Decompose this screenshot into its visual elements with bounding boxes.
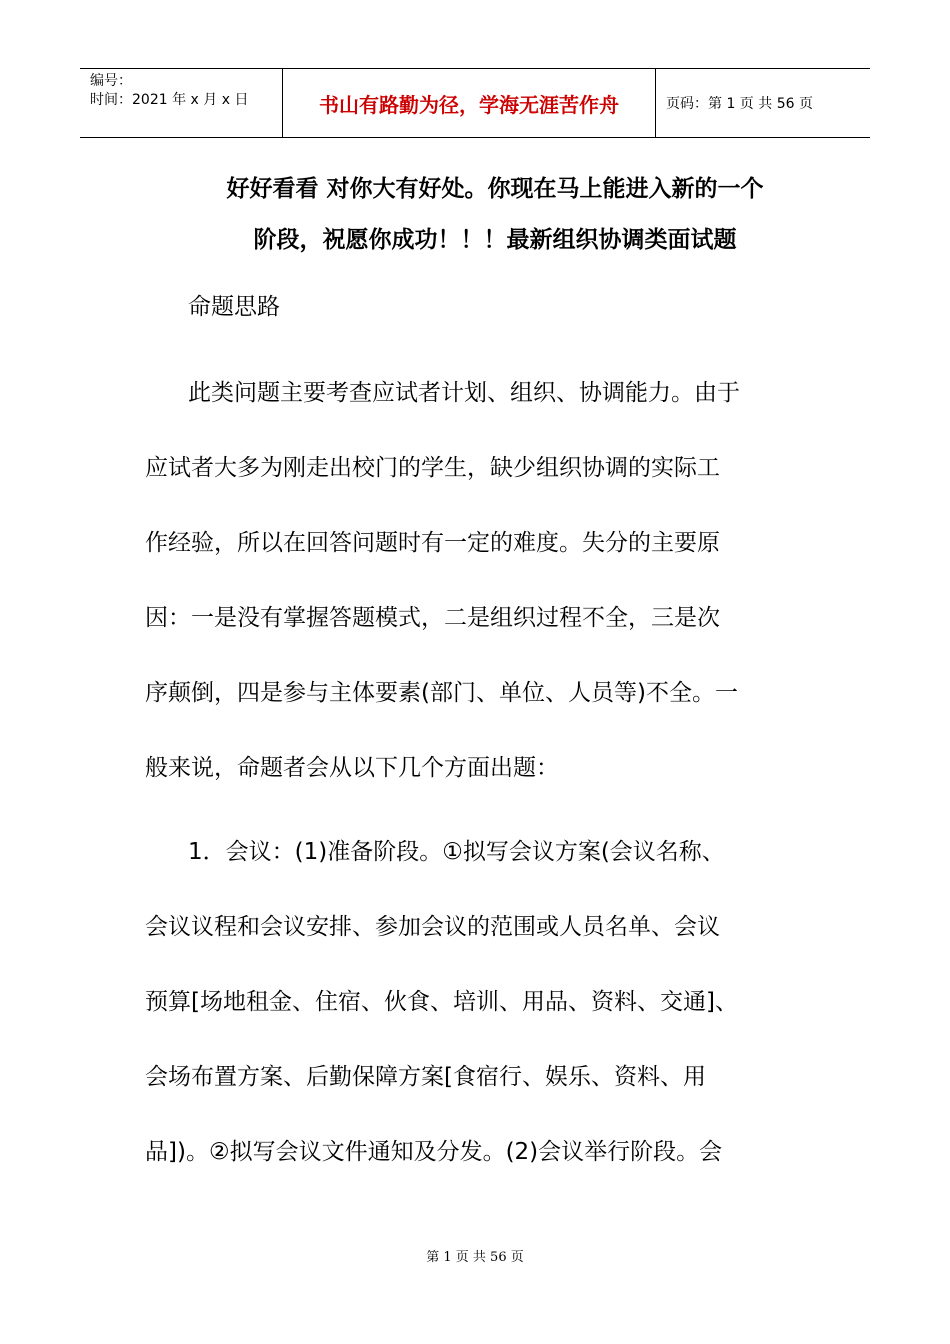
title-line-2: 阶段，祝愿你成功！！！最新组织协调类面试题: [253, 227, 737, 253]
header-page-cell: [656, 69, 870, 137]
body-line: 品])。②拟写会议文件通知及分发。(2)会议举行阶段。会: [145, 1139, 723, 1165]
body-line: 此类问题主要考查应试者计划、组织、协调能力。由于: [188, 380, 740, 406]
body-line: 作经验，所以在回答问题时有一定的难度。失分的主要原: [145, 530, 720, 556]
motto-text: 书山有路勤为径，学海无涯苦作舟: [319, 92, 619, 117]
body-line: 会议议程和会议安排、参加会议的范围或人员名单、会议: [145, 914, 720, 940]
body-line: 会场布置方案、后勤保障方案[食宿行、娱乐、资料、用: [145, 1064, 706, 1090]
page-footer: 第 1 页 共 56 页: [426, 1250, 524, 1265]
body-line: 因：一是没有掌握答题模式，二是组织过程不全，三是次: [145, 605, 720, 631]
date-label: 时间：2021 年 x 月 x 日: [90, 92, 249, 108]
header-meta-cell: [80, 69, 282, 137]
header-page-info: 页码：第 1 页 共 56 页: [666, 96, 813, 112]
body-line: 般来说，命题者会从以下几个方面出题：: [145, 755, 559, 781]
title-line-1: 好好看看 对你大有好处。你现在马上能进入新的一个: [226, 176, 764, 202]
document-header: [80, 68, 870, 138]
body-line: 预算[场地租金、住宿、伙食、培训、用品、资料、交通]、: [145, 989, 738, 1015]
body-line: 1．会议：(1)准备阶段。①拟写会议方案(会议名称、: [188, 839, 725, 865]
header-motto-cell: [282, 69, 656, 137]
body-line: 应试者大多为刚走出校门的学生，缺少组织协调的实际工: [145, 455, 720, 481]
section-heading: 命题思路: [188, 294, 280, 320]
body-line: 序颠倒，四是参与主体要素(部门、单位、人员等)不全。一: [145, 680, 738, 706]
number-label: 编号：: [90, 73, 132, 89]
